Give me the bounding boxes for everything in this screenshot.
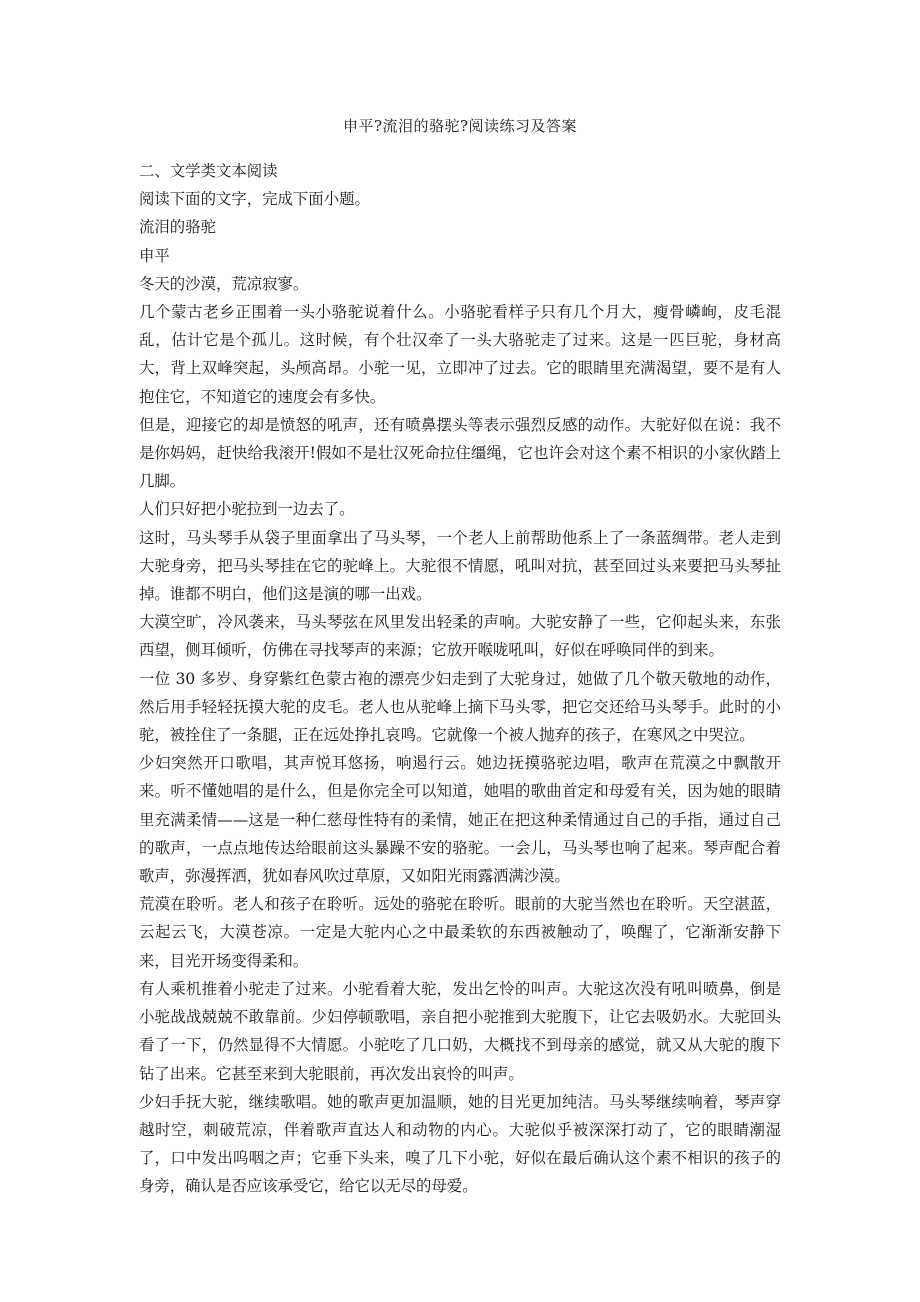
paragraph: 几个蒙古老乡正围着一头小骆驼说着什么。小骆驼看样子只有几个月大，瘦骨嶙峋，皮毛混乱，估计它是个孤儿。这时候，有个壮汉牵了一头大骆驼走了过来。这是一匹巨驼，身材高大，背上双峰突起，头颅高昂。小驼一见，立即冲了过去。它的眼睛里充满渴望，要不是有人抱住它，不知道它的速度会有多快。: [139, 303, 781, 406]
section-heading: 二、文学类文本阅读: [139, 162, 278, 180]
paragraph: 荒漠在聆听。老人和孩子在聆听。远处的骆驼在聆听。眼前的大驼当然也在聆听。天空湛蓝，云起云飞，大漠苍凉。一定是大驼内心之中最柔软的东西被触动了，唤醒了，它渐渐安静下来，目光开场变得柔和。: [139, 895, 781, 970]
paragraph: 但是，迎接它的却是愤怒的吼声，还有喷鼻摆头等表示强烈反感的动作。大驼好似在说：我不是你妈妈，赶快给我滚开!假如不是壮汉死命拉住缰绳，它也许会对这个素不相识的小家伙踏上几脚。: [139, 415, 781, 491]
paragraph: 少妇突然开口歌唱，其声悦耳悠扬，响遏行云。她边抚摸骆驼边唱，歌声在荒漠之中飘散开来。听不懂她唱的是什么，但是你完全可以知道，她唱的歌曲首定和母爱有关，因为她的眼睛里充满柔情——这是一种仁慈母性特有的柔情，她正在把这种柔情通过自己的手指，通过自己的歌声，一点点地传达给眼前这头暴躁不安的骆驼。一会儿，马头琴也响了起来。琴声配合着歌声，弥漫挥洒，犹如春风吹过草原，又如阳光雨露洒满沙漠。: [139, 754, 781, 886]
paragraph: 少妇手抚大驼，继续歌唱。她的歌声更加温顺，她的目光更加纯洁。马头琴继续响着，琴声穿越时空，刺破荒凉，伴着歌声直达人和动物的内心。大驼似乎被深深打动了，它的眼睛潮湿了，口中发出呜咽之声；它垂下头来，嗅了几下小驼，好似在最后确认这个素不相识的孩子的身旁，确认是否应该承受它，给它以无尽的母爱。: [139, 1092, 781, 1196]
paragraph: 人们只好把小驼拉到一边去了。: [139, 500, 355, 519]
paragraph: 一位 30 多岁、身穿紫红色蒙古袍的漂亮少妇走到了大驼身过，她做了几个敬天敬地的动作，然后用手轻轻抚摸大驼的皮毛。老人也从驼峰上摘下马头零，把它交还给马头琴手。此时的小驼，被拴住了一条腿，正在远处挣扎哀鸣。它就像一个被人抛弃的孩子，在寒风之中哭泣。: [139, 669, 781, 745]
paragraph: 冬天的沙漠，荒凉寂寥。: [139, 274, 309, 293]
story-title: 流泪的骆驼: [139, 218, 216, 237]
paragraph: 这时，马头琴手从袋子里面拿出了马头琴，一个老人上前帮助他系上了一条蓝绸带。老人走到大驼身旁，把马头琴挂在它的驼峰上。大驼很不情愿，吼叫对抗，甚至回过头来要把马头琴扯掉。谁都不明白，他们这是演的哪一出戏。: [139, 528, 781, 604]
paragraph: 有人乘机推着小驼走了过来。小驼看着大驼，发出乞怜的叫声。大驼这次没有吼叫喷鼻，倒是小驼战战兢兢不敢靠前。少妇停顿歌唱，亲自把小驼推到大驼腹下，让它去吸奶水。大驼回头看了一下，仍然显得不大情愿。小驼吃了几口奶，大概找不到母亲的感觉，就又从大驼的腹下钻了出来。它甚至来到大驼眼前，再次发出哀怜的叫声。: [139, 979, 781, 1083]
instruction-text: 阅读下面的文字，完成下面小题。: [139, 190, 370, 209]
paragraph: 大漠空旷，冷风袭来，马头琴弦在风里发出轻柔的声响。大驼安静了一些，它仰起头来，东张西望，侧耳倾听，仿佛在寻找琴声的来源；它放开喉咙吼叫，好似在呼唤同伴的到来。: [139, 613, 781, 660]
story-author: 申平: [139, 246, 170, 265]
document-title: 申平?流泪的骆驼?阅读练习及答案: [342, 117, 578, 135]
document-body: [139, 157, 781, 1201]
